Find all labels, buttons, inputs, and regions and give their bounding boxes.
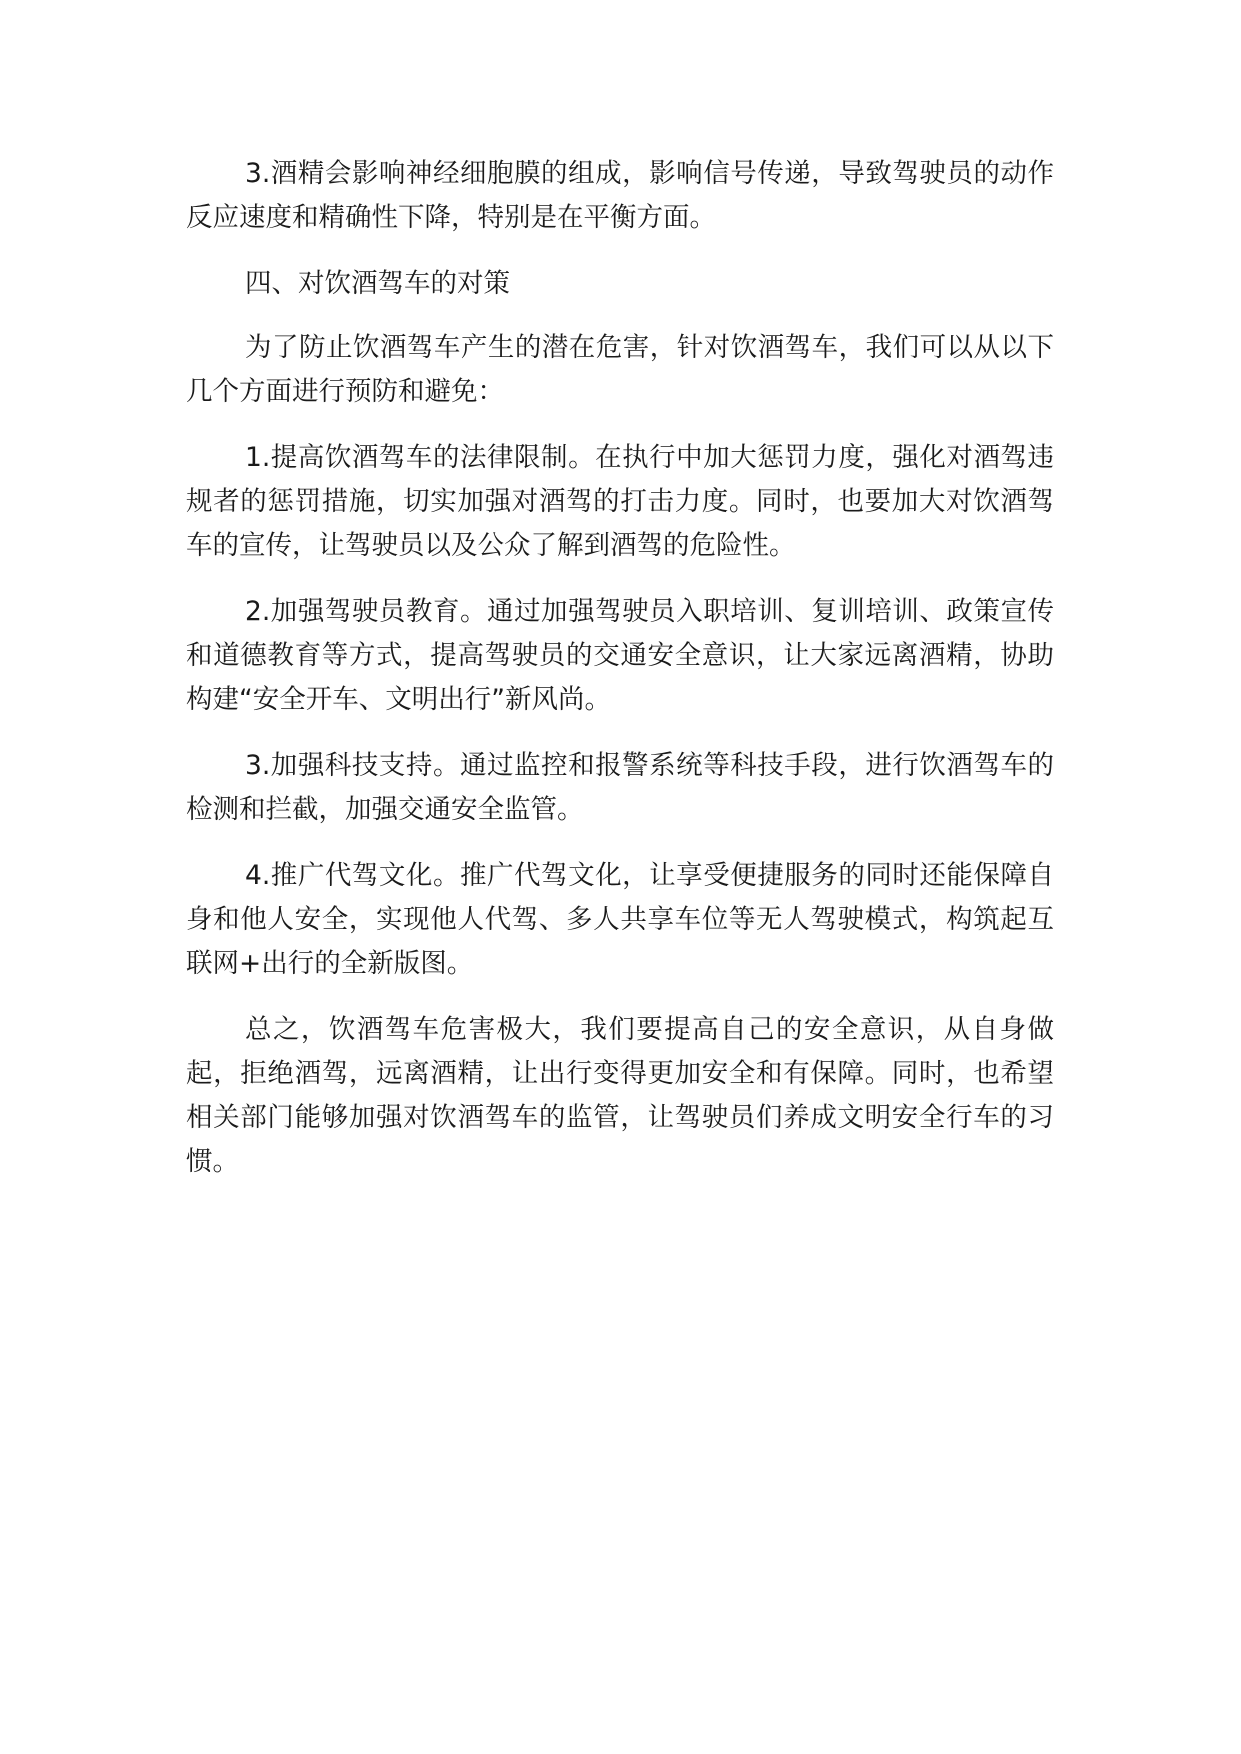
paragraph-alcohol-effect-3: 3.酒精会影响神经细胞膜的组成，影响信号传递，导致驾驶员的动作反应速度和精确性下降，特别是在平衡方面。 (186, 158, 1054, 233)
section-heading-countermeasures: 四、对饮酒驾车的对策 (245, 268, 510, 299)
paragraph-measure-3: 3.加强科技支持。通过监控和报警系统等科技手段，进行饮酒驾车的检测和拦截，加强交通安全监管。 (186, 750, 1054, 825)
paragraph-intro: 为了防止饮酒驾车产生的潜在危害，针对饮酒驾车，我们可以从以下几个方面进行预防和避免： (186, 332, 1054, 407)
paragraph-measure-4: 4.推广代驾文化。推广代驾文化，让享受便捷服务的同时还能保障自身和他人安全，实现他人代驾、多人共享车位等无人驾驶模式，构筑起互联网+出行的全新版图。 (186, 860, 1054, 979)
paragraph-conclusion: 总之，饮酒驾车危害极大，我们要提高自己的安全意识，从自身做起，拒绝酒驾，远离酒精，让出行变得更加安全和有保障。同时，也希望相关部门能够加强对饮酒驾车的监管，让驾驶员们养成文明安全行车的习惯。 (186, 1014, 1054, 1177)
document-body (186, 152, 1054, 1206)
paragraph-measure-2: 2.加强驾驶员教育。通过加强驾驶员入职培训、复训培训、政策宣传和道德教育等方式，提高驾驶员的交通安全意识，让大家远离酒精，协助构建“安全开车、文明出行”新风尚。 (186, 596, 1054, 715)
paragraph-measure-1: 1.提高饮酒驾车的法律限制。在执行中加大惩罚力度，强化对酒驾违规者的惩罚措施，切实加强对酒驾的打击力度。同时，也要加大对饮酒驾车的宣传，让驾驶员以及公众了解到酒驾的危险性。 (186, 442, 1054, 561)
